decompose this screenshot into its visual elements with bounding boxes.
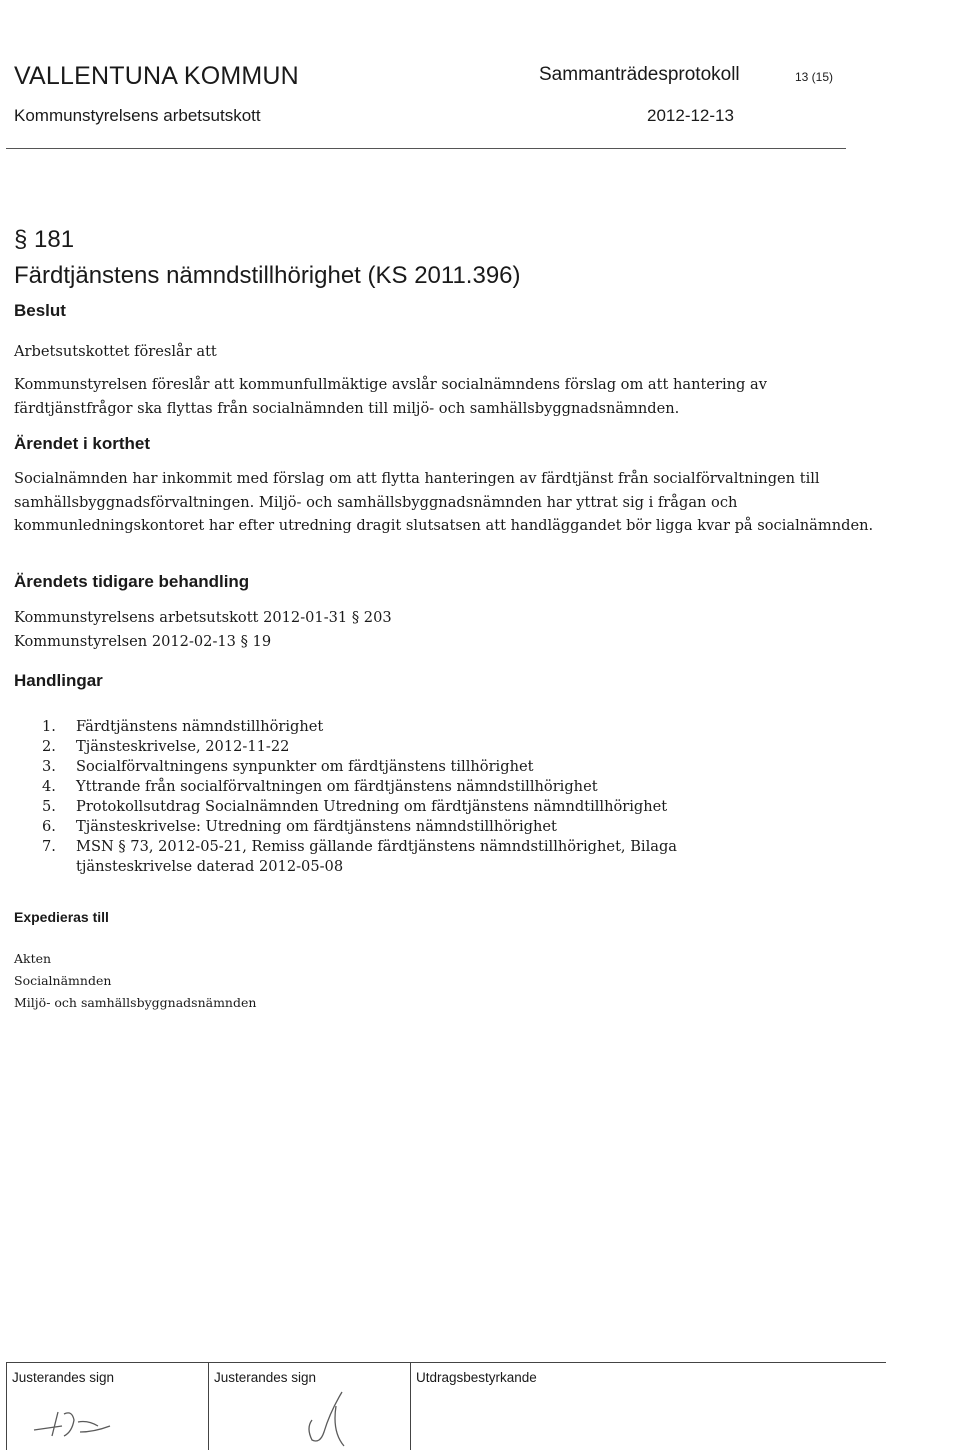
list-item <box>14 757 874 777</box>
list-item-text: Tjänsteskrivelse, 2012-11-22 <box>76 738 290 755</box>
list-item-number: 4. <box>42 778 56 795</box>
beslut-intro: Arbetsutskottet föreslår att <box>14 343 217 360</box>
list-item <box>14 837 874 877</box>
list-item <box>14 817 874 837</box>
signature-label: Justerandes sign <box>12 1370 115 1385</box>
handlingar-heading: Handlingar <box>14 671 103 690</box>
signature-table <box>6 1362 886 1450</box>
list-item-text: MSN § 73, 2012-05-21, Remiss gällande färdtjänstens nämndstillhörighet, Bilaga tjänsteskrivelse daterad 2012-05-08 <box>76 838 678 875</box>
expedieras-heading: Expedieras till <box>14 909 109 925</box>
signature-label: Utdragsbestyrkande <box>416 1370 537 1385</box>
list-item-number: 2. <box>42 738 56 755</box>
beslut-text: Kommunstyrelsen föreslår att kommunfullmäktige avslår socialnämndens förslag om att hantering av färdtjänstfrågor ska flyttas från socialnämnden till miljö- och samhällsbyggnadsnämnden. <box>14 376 767 417</box>
list-item: Akten <box>14 951 52 966</box>
signature-label: Justerandes sign <box>214 1370 317 1385</box>
handlingar-list <box>14 717 874 877</box>
list-item-text: Tjänsteskrivelse: Utredning om färdtjänstens nämndstillhörighet <box>76 818 557 835</box>
arendet-heading: Ärendet i korthet <box>14 434 151 453</box>
organization-name: VALLENTUNA KOMMUN <box>14 62 299 90</box>
list-item-number: 6. <box>42 818 56 835</box>
list-item-number: 1. <box>42 718 56 735</box>
signature-cell-1 <box>6 1362 208 1450</box>
expedieras-list <box>14 948 256 1014</box>
beslut-heading: Beslut <box>14 301 66 320</box>
list-item <box>14 737 874 757</box>
list-item <box>14 717 874 737</box>
list-item-text: Protokollsutdrag Socialnämnden Utredning om färdtjänstens nämndtillhörighet <box>76 798 668 815</box>
page-title: Färdtjänstens nämndstillhörighet (KS 2011.396) <box>14 262 521 289</box>
list-item <box>14 797 874 817</box>
signature-cell-2 <box>208 1362 410 1450</box>
list-item: Miljö- och samhällsbyggnadsnämnden <box>14 995 257 1010</box>
tidigare-heading: Ärendets tidigare behandling <box>14 572 250 591</box>
page-number: 13 (15) <box>795 70 834 84</box>
tidigare-list <box>14 606 392 653</box>
list-item: Kommunstyrelsens arbetsutskott 2012-01-31 § 203 <box>14 609 392 626</box>
document-type: Sammanträdesprotokoll <box>539 64 740 85</box>
handwritten-signature-icon <box>28 1392 148 1452</box>
handwritten-signature-icon <box>278 1372 388 1452</box>
arendet-text: Socialnämnden har inkommit med förslag om att flytta hanteringen av färdtjänst från socialförvaltningen till samhällsbyggnadsförvaltningen. Miljö- och samhällsbyggnadsnämnden har yttrat sig i frågan och kommunledningskontoret har efter utredning dragit slutsatsen att handläggandet bör ligga kvar på socialnämnden. <box>14 470 874 534</box>
paragraph-number: § 181 <box>14 226 75 253</box>
committee-name: Kommunstyrelsens arbetsutskott <box>14 106 261 125</box>
list-item-number: 5. <box>42 798 56 815</box>
header-divider <box>6 148 846 149</box>
signature-cell-3 <box>410 1362 886 1450</box>
list-item <box>14 777 874 797</box>
list-item: Kommunstyrelsen 2012-02-13 § 19 <box>14 632 272 650</box>
list-item-number: 3. <box>42 758 56 775</box>
list-item: Socialnämnden <box>14 973 112 988</box>
list-item-text: Yttrande från socialförvaltningen om färdtjänstens nämndstillhörighet <box>76 778 598 795</box>
list-item-number: 7. <box>42 838 56 855</box>
list-item-text: Färdtjänstens nämndstillhörighet <box>76 718 324 735</box>
meeting-date: 2012-12-13 <box>647 106 734 125</box>
list-item-text: Socialförvaltningens synpunkter om färdtjänstens tillhörighet <box>76 758 534 775</box>
